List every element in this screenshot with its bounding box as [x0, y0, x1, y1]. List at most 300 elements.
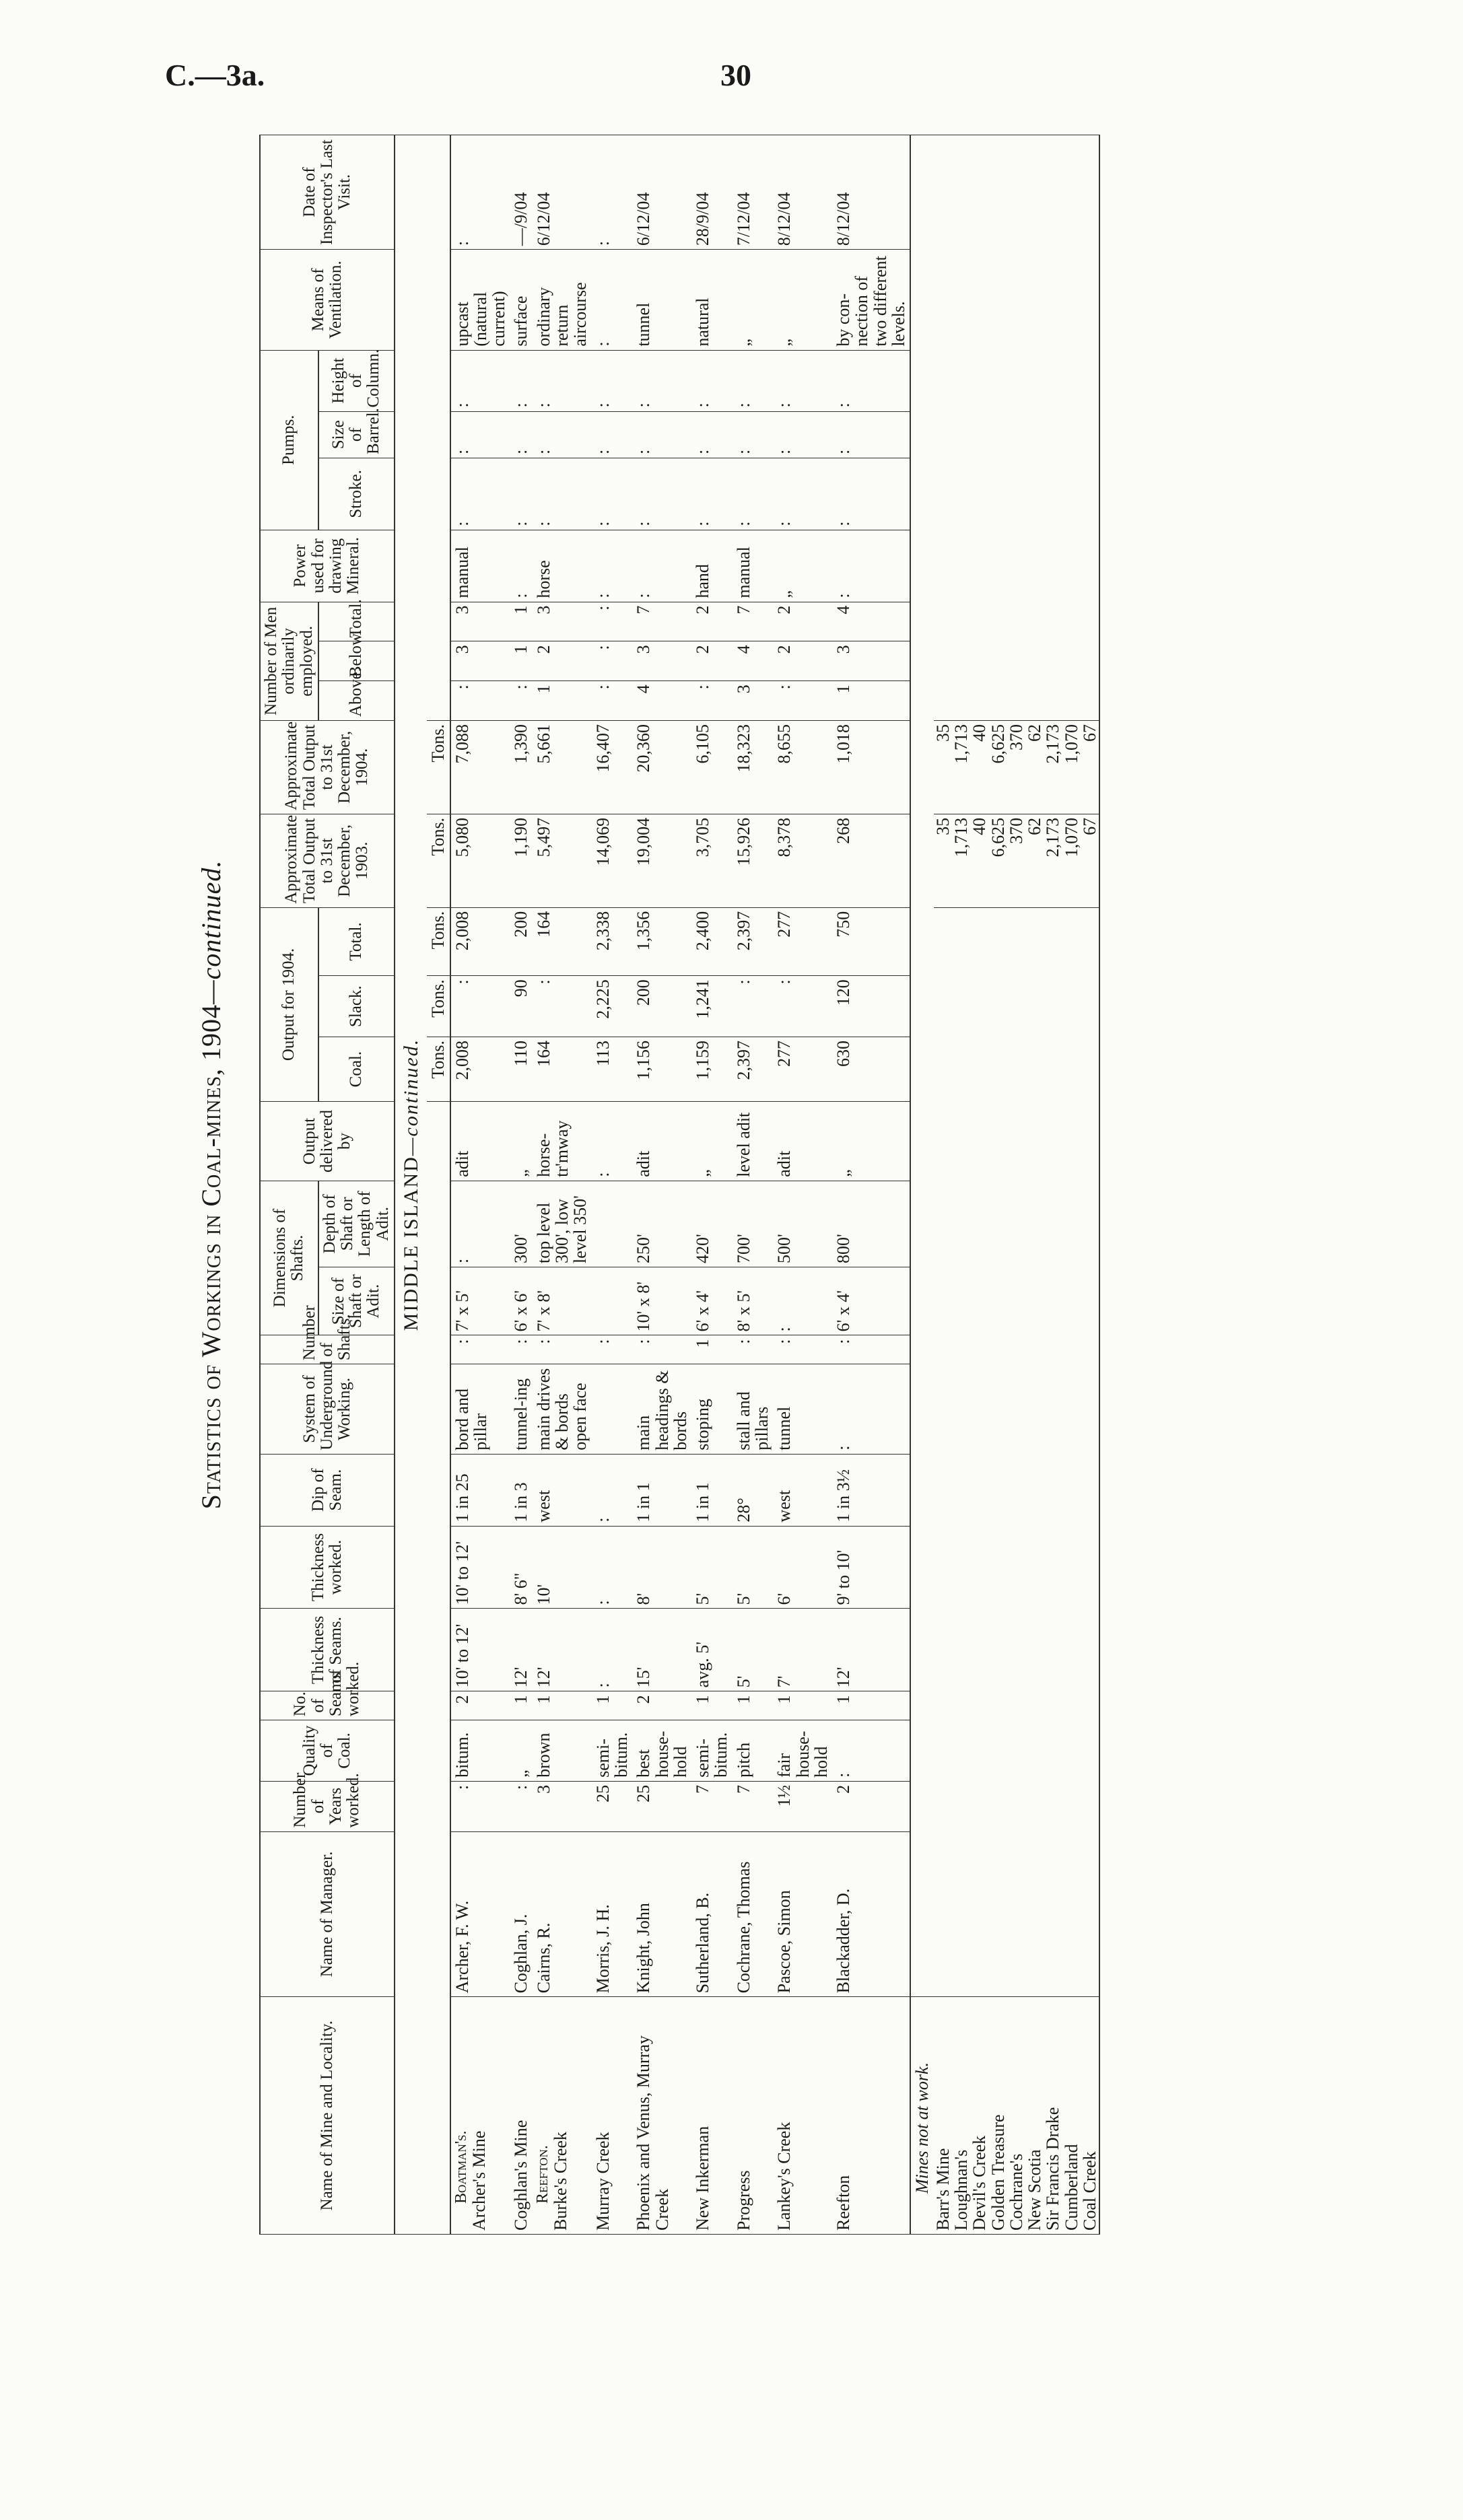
unit-1903: Tons.: [427, 814, 450, 907]
header-output-1904: Output for 1904.: [260, 907, 318, 1101]
header-name-locality: Name of Mine and Locality.: [260, 1997, 395, 2235]
cell-below: :: [592, 641, 633, 681]
cell-below: 3: [832, 641, 910, 681]
cell-stroke: :: [773, 458, 832, 530]
idle-total-1904: 370: [1007, 720, 1025, 814]
header-above: Above.: [318, 681, 395, 721]
cell-shafts: :: [592, 1335, 633, 1364]
header-below: Below.: [318, 641, 395, 681]
cell-stroke: :: [691, 458, 733, 530]
cell-thick-worked: :: [592, 1526, 633, 1609]
cell-barrel: :: [533, 411, 592, 458]
cell-years: 7: [691, 1781, 733, 1831]
cell-coal: 630: [832, 1037, 910, 1102]
cell-delivered: :: [592, 1102, 633, 1181]
cell-delivered: „: [510, 1102, 532, 1181]
cell-thick-seams: 5': [733, 1609, 774, 1691]
cell-above: :: [450, 681, 510, 721]
idle-mine-name: Coal Creek: [1081, 1997, 1099, 2235]
cell-coal: 113: [592, 1037, 633, 1102]
idle-total-1904: 6,625: [989, 720, 1007, 814]
idle-mine-row: [1081, 135, 1099, 2235]
header-dip: Dip of Seam.: [260, 1454, 395, 1526]
cell-stroke: :: [592, 458, 633, 530]
cell-total: 750: [832, 907, 910, 976]
cell-manager: Morris, J. H.: [592, 1831, 633, 1997]
cell-stroke: :: [533, 458, 592, 530]
cell-below: 4: [733, 641, 774, 681]
cell-total: 277: [773, 907, 832, 976]
idle-mine-rows: [910, 135, 1099, 2235]
cell-below: 2: [691, 641, 733, 681]
cell-delivered: adit: [450, 1102, 510, 1181]
header-quality: Quality of Coal.: [260, 1720, 395, 1782]
cell-above: :: [773, 681, 832, 721]
table-row: [691, 135, 733, 2235]
header-visit: Date of Inspector's Last Visit.: [260, 135, 395, 250]
idle-total-1903: 2,173: [1044, 814, 1062, 907]
cell-below: 3: [450, 641, 510, 681]
cell-delivered: adit: [773, 1102, 832, 1181]
cell-men-total: 7: [733, 602, 774, 641]
cell-thick-worked: 8': [632, 1526, 691, 1609]
header-stroke: Stroke.: [318, 458, 395, 530]
cell-thick-seams: 7': [773, 1609, 832, 1691]
cell-men-total: 2: [691, 602, 733, 641]
table-title: [195, 135, 236, 2235]
cell-total: 2,338: [592, 907, 633, 976]
idle-mine-name: Barr's Mine: [934, 1997, 952, 2235]
idle-mine-name: Sir Francis Drake: [1044, 1997, 1062, 2235]
cell-column: :: [691, 350, 733, 411]
cell-years: 25: [592, 1781, 633, 1831]
cell-manager: Knight, John: [632, 1831, 691, 1997]
cell-seams: 2: [632, 1691, 691, 1720]
cell-visit: 7/12/04: [733, 135, 774, 250]
cell-coal: 1,156: [632, 1037, 691, 1102]
cell-seams: 1: [691, 1691, 733, 1720]
cell-coal: 1,159: [691, 1037, 733, 1102]
cell-above: 1: [832, 681, 910, 721]
cell-ventilation: natural: [691, 250, 733, 351]
cell-delivered: horse-tr'mway: [533, 1102, 592, 1181]
cell-seams: 1: [592, 1691, 633, 1720]
mine-name-cell: [832, 1997, 910, 2235]
cell-depth: 250': [632, 1181, 691, 1267]
cell-men-total: 2: [773, 602, 832, 641]
cell-power: manual: [733, 530, 774, 602]
cell-shafts: :: [733, 1335, 774, 1364]
cell-column: :: [450, 350, 510, 411]
cell-t1903: 14,069: [592, 814, 633, 907]
table-row: [450, 135, 510, 2235]
header-manager: Name of Manager.: [260, 1831, 395, 1997]
idle-total-1903: 370: [1007, 814, 1025, 907]
cell-column: :: [773, 350, 832, 411]
cell-size: [592, 1267, 633, 1335]
cell-seams: 1: [533, 1691, 592, 1720]
cell-depth: [592, 1181, 633, 1267]
idle-total-1903: 67: [1081, 814, 1099, 907]
cell-system: main drives & bords open face: [533, 1364, 592, 1455]
cell-quality: :: [832, 1720, 910, 1782]
cell-above: 3: [733, 681, 774, 721]
cell-seams: 1: [733, 1691, 774, 1720]
header-seams: No. of Seams worked.: [260, 1691, 395, 1720]
cell-t1903: 15,926: [733, 814, 774, 907]
mine-name: Murray Creek: [592, 2132, 613, 2231]
cell-depth: :: [450, 1181, 510, 1267]
cell-ventilation: :: [592, 250, 633, 351]
idle-total-1904: 62: [1025, 720, 1044, 814]
mine-name-cell: [450, 1997, 510, 2235]
cell-depth: 420': [691, 1181, 733, 1267]
cell-coal: 2,008: [450, 1037, 510, 1102]
cell-barrel: :: [773, 411, 832, 458]
cell-thick-seams: :: [592, 1609, 633, 1691]
cell-dip: west: [533, 1454, 592, 1526]
cell-power: :: [510, 530, 532, 602]
mine-name: Lankey's Creek: [774, 2122, 794, 2231]
cell-dip: west: [773, 1454, 832, 1526]
cell-manager: Cochrane, Thomas: [733, 1831, 774, 1997]
cell-years: 2: [832, 1781, 910, 1831]
cell-barrel: :: [592, 411, 633, 458]
table-row: [510, 135, 532, 2235]
cell-t1904: 18,323: [733, 720, 774, 814]
mine-name-cell: [510, 1997, 532, 2235]
cell-seams: 1: [510, 1691, 532, 1720]
cell-visit: :: [592, 135, 633, 250]
page-number: 30: [720, 58, 751, 92]
cell-slack: :: [773, 976, 832, 1037]
cell-years: :: [510, 1781, 532, 1831]
table-row: [733, 135, 774, 2235]
unit-total: Tons.: [427, 907, 450, 976]
idle-total-1903: 1,713: [952, 814, 970, 907]
locality-group: Boatman's.: [452, 2130, 470, 2204]
cell-delivered: „: [691, 1102, 733, 1181]
header-coal: Coal.: [318, 1037, 395, 1102]
header-pumps: Pumps.: [260, 350, 318, 530]
cell-slack: 120: [832, 976, 910, 1037]
section-row: [395, 135, 428, 2235]
header-column: Height of Column.: [318, 350, 395, 411]
cell-delivered: adit: [632, 1102, 691, 1181]
cell-stroke: :: [510, 458, 532, 530]
cell-above: 1: [533, 681, 592, 721]
idle-mine-row: [934, 135, 952, 2235]
table-row: [773, 135, 832, 2235]
idle-total-1904: 2,173: [1044, 720, 1062, 814]
cell-thick-seams: 10' to 12': [450, 1609, 510, 1691]
header-total-1904: Approximate Total Output to 31st December, 1904.: [260, 720, 395, 814]
header-thickness-seams: Thickness of Seams.: [260, 1609, 395, 1691]
cell-slack: :: [450, 976, 510, 1037]
cell-total: 2,397: [733, 907, 774, 976]
cell-dip: 28°: [733, 1454, 774, 1526]
cell-quality: best house-hold: [632, 1720, 691, 1782]
cell-t1904: 16,407: [592, 720, 633, 814]
idle-total-1903: 1,070: [1062, 814, 1081, 907]
cell-quality: brown: [533, 1720, 592, 1782]
header-total-1903: Approximate Total Output to 31st December, 1903.: [260, 814, 395, 907]
cell-quality: fair house-hold: [773, 1720, 832, 1782]
cell-shafts: :: [773, 1335, 832, 1364]
cell-t1904: 1,018: [832, 720, 910, 814]
cell-manager: Archer, F. W.: [450, 1831, 510, 1997]
cell-thick-worked: 5': [733, 1526, 774, 1609]
cell-manager: Sutherland, B.: [691, 1831, 733, 1997]
cell-t1903: 5,497: [533, 814, 592, 907]
header-barrel: Size of Barrel.: [318, 411, 395, 458]
cell-men-total: 3: [450, 602, 510, 641]
title-main: Statistics of Workings in Coal-mines, 1904: [196, 1004, 226, 1510]
cell-slack: 2,225: [592, 976, 633, 1037]
mine-name: Coghlan's Mine: [511, 2120, 531, 2231]
cell-stroke: :: [832, 458, 910, 530]
cell-power: horse: [533, 530, 592, 602]
header-system: System of Underground Working.: [260, 1364, 395, 1455]
cell-seams: 1: [773, 1691, 832, 1720]
idle-mine-name: Cumberland: [1062, 1997, 1081, 2235]
cell-shafts: :: [510, 1335, 532, 1364]
header-years: Number of Years worked.: [260, 1781, 395, 1831]
cell-men-total: 1: [510, 602, 532, 641]
cell-shafts: :: [533, 1335, 592, 1364]
cell-manager: Coghlan, J.: [510, 1831, 532, 1997]
cell-system: tunnel-ing: [510, 1364, 532, 1455]
cell-system: stall and pillars: [733, 1364, 774, 1455]
cell-depth: 500': [773, 1181, 832, 1267]
cell-shafts: :: [450, 1335, 510, 1364]
cell-men-total: 3: [533, 602, 592, 641]
idle-total-1903: 40: [970, 814, 988, 907]
cell-t1903: 3,705: [691, 814, 733, 907]
cell-t1903: 8,378: [773, 814, 832, 907]
cell-below: 2: [773, 641, 832, 681]
mine-name-cell: [592, 1997, 633, 2235]
unit-1904: Tons.: [427, 720, 450, 814]
cell-ventilation: „: [733, 250, 774, 351]
table-row: [832, 135, 910, 2235]
idle-mine-row: [1007, 135, 1025, 2235]
idle-total-1904: 1,070: [1062, 720, 1081, 814]
mine-name: Burke's Creek: [550, 2132, 570, 2231]
idle-total-1903: 62: [1025, 814, 1044, 907]
cell-seams: 2: [450, 1691, 510, 1720]
cell-system: stoping: [691, 1364, 733, 1455]
header-size: Size of Shaft or Adit.: [318, 1267, 395, 1335]
units-row: [427, 135, 450, 2235]
cell-delivered: level adit: [733, 1102, 774, 1181]
idle-mine-name: Cochrane's: [1007, 1997, 1025, 2235]
cell-size: 6' x 6': [510, 1267, 532, 1335]
cell-years: 3: [533, 1781, 592, 1831]
cell-slack: :: [533, 976, 592, 1037]
cell-dip: 1 in 3½: [832, 1454, 910, 1526]
idle-total-1904: 67: [1081, 720, 1099, 814]
cell-visit: 28/9/04: [691, 135, 733, 250]
idle-heading: Mines not at work.: [910, 1997, 933, 2235]
idle-mine-row: [1062, 135, 1081, 2235]
header-power: Power used for drawing Mineral.: [260, 530, 395, 602]
cell-total: 1,356: [632, 907, 691, 976]
idle-total-1903: 6,625: [989, 814, 1007, 907]
cell-slack: 200: [632, 976, 691, 1037]
mine-name: Phoenix and Venus, Murray Creek: [634, 2035, 672, 2231]
cell-depth: 700': [733, 1181, 774, 1267]
cell-thick-worked: 6': [773, 1526, 832, 1609]
cell-manager: Blackadder, D.: [832, 1831, 910, 1997]
cell-coal: 110: [510, 1037, 532, 1102]
cell-t1904: 6,105: [691, 720, 733, 814]
cell-men-total: 4: [832, 602, 910, 641]
cell-seams: 1: [832, 1691, 910, 1720]
mine-name-cell: [632, 1997, 691, 2235]
mine-name-cell: [533, 1997, 592, 2235]
cell-system: tunnel: [773, 1364, 832, 1455]
cell-power: :: [832, 530, 910, 602]
mine-rows: [450, 135, 911, 2235]
cell-ventilation: ordinary return aircourse: [533, 250, 592, 351]
cell-power: hand: [691, 530, 733, 602]
cell-below: 3: [632, 641, 691, 681]
table-row: [533, 135, 592, 2235]
cell-thick-seams: 12': [533, 1609, 592, 1691]
mine-name: Reefton: [833, 2175, 854, 2231]
cell-ventilation: upcast (natural current): [450, 250, 510, 351]
cell-barrel: :: [832, 411, 910, 458]
cell-shafts: :: [832, 1335, 910, 1364]
cell-visit: 6/12/04: [632, 135, 691, 250]
cell-barrel: :: [691, 411, 733, 458]
idle-mine-name: Loughnan's: [952, 1997, 970, 2235]
cell-total: 2,008: [450, 907, 510, 976]
header-ventilation: Means of Ventilation.: [260, 250, 395, 351]
cell-coal: 277: [773, 1037, 832, 1102]
idle-mine-row: [952, 135, 970, 2235]
cell-thick-seams: 12': [832, 1609, 910, 1691]
cell-visit: 8/12/04: [832, 135, 910, 250]
idle-total-1904: 35: [934, 720, 952, 814]
cell-barrel: :: [632, 411, 691, 458]
cell-depth: top level 300', low level 350': [533, 1181, 592, 1267]
cell-t1903: 1,190: [510, 814, 532, 907]
cell-thick-seams: 15': [632, 1609, 691, 1691]
cell-thick-worked: 9' to 10': [832, 1526, 910, 1609]
cell-total: 200: [510, 907, 532, 976]
header-delivered: Output delivered by: [260, 1102, 395, 1181]
cell-column: :: [733, 350, 774, 411]
idle-total-1904: 1,713: [952, 720, 970, 814]
cell-size: :: [773, 1267, 832, 1335]
cell-visit: :: [450, 135, 510, 250]
cell-t1904: 8,655: [773, 720, 832, 814]
cell-quality: bitum.: [450, 1720, 510, 1782]
cell-power: :: [632, 530, 691, 602]
section-heading: [395, 135, 428, 2235]
cell-thick-worked: 5': [691, 1526, 733, 1609]
cell-system: main headings & bords: [632, 1364, 691, 1455]
cell-years: 1½: [773, 1781, 832, 1831]
cell-column: :: [832, 350, 910, 411]
idle-mine-name: Devil's Creek: [970, 1997, 988, 2235]
cell-power: „: [773, 530, 832, 602]
cell-below: 2: [533, 641, 592, 681]
cell-thick-seams: 12': [510, 1609, 532, 1691]
header-shafts: Number of Shafts.: [260, 1335, 395, 1364]
cell-power: manual: [450, 530, 510, 602]
cell-men-total: 7: [632, 602, 691, 641]
idle-total-1903: 35: [934, 814, 952, 907]
cell-size: 8' x 5': [733, 1267, 774, 1335]
section-suffix: —continued.: [399, 1038, 422, 1156]
cell-barrel: :: [733, 411, 774, 458]
cell-depth: 800': [832, 1181, 910, 1267]
cell-size: 10' x 8': [632, 1267, 691, 1335]
cell-years: :: [450, 1781, 510, 1831]
cell-delivered: „: [832, 1102, 910, 1181]
page-code: C.—3a.: [165, 58, 265, 92]
cell-dip: 1 in 1: [691, 1454, 733, 1526]
cell-shafts: :: [632, 1335, 691, 1364]
cell-stroke: :: [632, 458, 691, 530]
cell-slack: 90: [510, 976, 532, 1037]
cell-t1904: 1,390: [510, 720, 532, 814]
cell-size: 6' x 4': [832, 1267, 910, 1335]
unit-coal: Tons.: [427, 1037, 450, 1102]
cell-below: 1: [510, 641, 532, 681]
coal-mines-table: [259, 135, 1100, 2235]
cell-barrel: :: [510, 411, 532, 458]
cell-above: :: [691, 681, 733, 721]
section-island: MIDDLE ISLAND: [399, 1156, 422, 1331]
cell-slack: 1,241: [691, 976, 733, 1037]
cell-t1903: 268: [832, 814, 910, 907]
header-depth: Depth of Shaft or Length of Adit.: [318, 1181, 395, 1267]
mine-name-cell: [691, 1997, 733, 2235]
cell-men-total: :: [592, 602, 633, 641]
cell-ventilation: by con-nection of two different levels.: [832, 250, 910, 351]
header-total: Total.: [318, 907, 395, 976]
idle-total-1904: 40: [970, 720, 988, 814]
cell-years: 7: [733, 1781, 774, 1831]
cell-coal: 2,397: [733, 1037, 774, 1102]
cell-thick-worked: 8' 6": [510, 1526, 532, 1609]
cell-thick-worked: 10' to 12': [450, 1526, 510, 1609]
cell-manager: Pascoe, Simon: [773, 1831, 832, 1997]
cell-coal: 164: [533, 1037, 592, 1102]
idle-heading-row: [910, 135, 933, 2235]
idle-mine-row: [1025, 135, 1044, 2235]
mine-name: Archer's Mine: [469, 2130, 489, 2231]
cell-quality: semi-bitum.: [592, 1720, 633, 1782]
cell-quality: „: [510, 1720, 532, 1782]
idle-mine-row: [970, 135, 988, 2235]
cell-depth: 300': [510, 1181, 532, 1267]
cell-t1904: 20,360: [632, 720, 691, 814]
cell-quality: semi-bitum.: [691, 1720, 733, 1782]
header-thickness-worked: Thickness worked.: [260, 1526, 395, 1609]
cell-power: :: [592, 530, 633, 602]
cell-thick-seams: avg. 5': [691, 1609, 733, 1691]
rotated-table-area: [195, 135, 1353, 2235]
cell-shafts: 1: [691, 1335, 733, 1364]
cell-stroke: :: [733, 458, 774, 530]
cell-t1903: 19,004: [632, 814, 691, 907]
cell-size: 7' x 8': [533, 1267, 592, 1335]
